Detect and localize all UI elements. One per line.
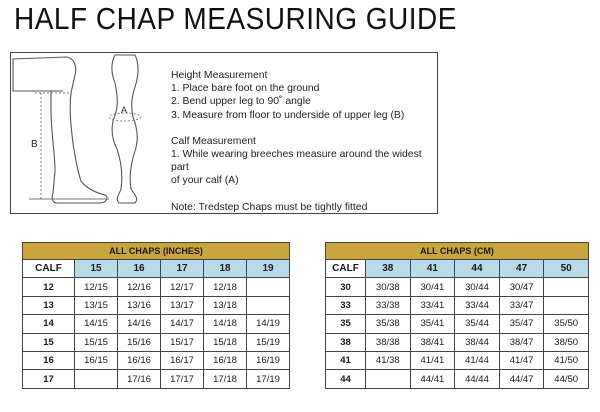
table-cell [247, 296, 290, 314]
table-cell: 41/41 [410, 351, 455, 369]
table-cell: 17/17 [161, 370, 204, 388]
table-cell: 15/19 [247, 333, 290, 351]
table-title: ALL CHAPS (INCHES) [23, 243, 290, 260]
calf-cell: 38 [326, 333, 366, 351]
table-cell: 33/44 [455, 296, 500, 314]
table-cell: 14/15 [75, 315, 118, 333]
table-cell: 12/18 [204, 278, 247, 296]
table-cell: 17/18 [204, 370, 247, 388]
table-cell [544, 278, 589, 296]
table-cell: 15/17 [161, 333, 204, 351]
height-step-1: 1. Place bare foot on the ground [171, 83, 320, 95]
table-cell: 44/50 [544, 370, 589, 388]
page-title: HALF CHAP MEASURING GUIDE [14, 2, 457, 36]
table-cell [366, 370, 411, 388]
leg-measurement-illustration [11, 53, 171, 213]
table-cell: 33/47 [499, 296, 544, 314]
size-table-inches [22, 242, 290, 389]
table-cell: 13/16 [118, 296, 161, 314]
size-header: 19 [247, 260, 290, 278]
calf-cell: 17 [23, 370, 75, 388]
calf-step-line-2: of your calf (A) [171, 175, 239, 187]
label-a: A [121, 105, 128, 115]
table-cell: 38/41 [410, 333, 455, 351]
table-cell: 15/15 [75, 333, 118, 351]
table-cell: 13/18 [204, 296, 247, 314]
table-cell: 33/38 [366, 296, 411, 314]
table-cell: 17/19 [247, 370, 290, 388]
table-cell: 14/18 [204, 315, 247, 333]
calf-step-line-1: 1. While wearing breeches measure around the widest part [171, 149, 422, 174]
table-cell: 16/16 [118, 351, 161, 369]
table-cell: 12/16 [118, 278, 161, 296]
size-header: 38 [366, 260, 411, 278]
size-table-cm [325, 242, 589, 389]
calf-cell: 13 [23, 296, 75, 314]
table-cell: 13/17 [161, 296, 204, 314]
table-cell: 35/47 [499, 315, 544, 333]
table-cell: 16/18 [204, 351, 247, 369]
table-row [23, 351, 290, 369]
height-step-2: 2. Bend upper leg to 90˚ angle [171, 96, 311, 108]
table-row [23, 296, 290, 314]
table-cell: 13/15 [75, 296, 118, 314]
table-row [326, 315, 589, 333]
size-header: 17 [161, 260, 204, 278]
table-cell: 38/47 [499, 333, 544, 351]
table-row [326, 370, 589, 388]
table-row [23, 315, 290, 333]
label-b: B [31, 139, 38, 150]
table-cell: 12/15 [75, 278, 118, 296]
table-cell: 16/17 [161, 351, 204, 369]
table-cell: 14/16 [118, 315, 161, 333]
calf-cell: 15 [23, 333, 75, 351]
table-cell: 44/47 [499, 370, 544, 388]
table-cell: 14/17 [161, 315, 204, 333]
calf-cell: 12 [23, 278, 75, 296]
table-cell: 17/16 [118, 370, 161, 388]
table-cell: 30/44 [455, 278, 500, 296]
table-cell: 15/18 [204, 333, 247, 351]
size-header: 50 [544, 260, 589, 278]
table-cell: 35/41 [410, 315, 455, 333]
calf-cell: 14 [23, 315, 75, 333]
height-heading: Height Measurement [171, 70, 268, 81]
table-row [326, 296, 589, 314]
calf-header: CALF [23, 260, 75, 278]
table-cell: 38/44 [455, 333, 500, 351]
size-header: 44 [455, 260, 500, 278]
size-header: 41 [410, 260, 455, 278]
calf-cell: 30 [326, 278, 366, 296]
table-cell: 16/19 [247, 351, 290, 369]
table-cell: 30/47 [499, 278, 544, 296]
calf-cell: 16 [23, 351, 75, 369]
size-header: 15 [75, 260, 118, 278]
table-row [23, 333, 290, 351]
table-cell: 12/17 [161, 278, 204, 296]
calf-heading: Calf Measurement [171, 135, 256, 147]
table-cell: 38/50 [544, 333, 589, 351]
table-cell: 41/47 [499, 351, 544, 369]
table-cell: 33/41 [410, 296, 455, 314]
size-header: 16 [118, 260, 161, 278]
table-row [326, 278, 589, 296]
table-cell: 35/50 [544, 315, 589, 333]
height-step-3: 3. Measure from floor to underside of upper leg (B) [171, 109, 405, 121]
table-cell: 16/15 [75, 351, 118, 369]
size-header: 47 [499, 260, 544, 278]
calf-cell: 33 [326, 296, 366, 314]
table-cell: 15/16 [118, 333, 161, 351]
table-cell: 35/38 [366, 315, 411, 333]
table-cell: 44/41 [410, 370, 455, 388]
table-cell: 41/38 [366, 351, 411, 369]
table-row [326, 333, 589, 351]
table-cell: 41/44 [455, 351, 500, 369]
table-cell: 38/38 [366, 333, 411, 351]
table-cell [75, 370, 118, 388]
calf-cell: 35 [326, 315, 366, 333]
table-cell: 30/41 [410, 278, 455, 296]
table-row [326, 351, 589, 369]
table-cell [247, 278, 290, 296]
measuring-figure-box [10, 52, 438, 214]
table-cell: 30/38 [366, 278, 411, 296]
calf-header: CALF [326, 260, 366, 278]
table-cell [544, 296, 589, 314]
calf-cell: 41 [326, 351, 366, 369]
table-cell: 44/44 [455, 370, 500, 388]
calf-cell: 44 [326, 370, 366, 388]
table-title: ALL CHAPS (CM) [326, 243, 589, 260]
fit-note: Note: Tredstep Chaps must be tightly fitted [171, 201, 368, 213]
table-cell: 35/44 [455, 315, 500, 333]
size-header: 18 [204, 260, 247, 278]
table-cell: 14/19 [247, 315, 290, 333]
table-row [23, 278, 290, 296]
instructions-text [171, 69, 433, 214]
table-cell: 41/50 [544, 351, 589, 369]
table-row [23, 370, 290, 388]
